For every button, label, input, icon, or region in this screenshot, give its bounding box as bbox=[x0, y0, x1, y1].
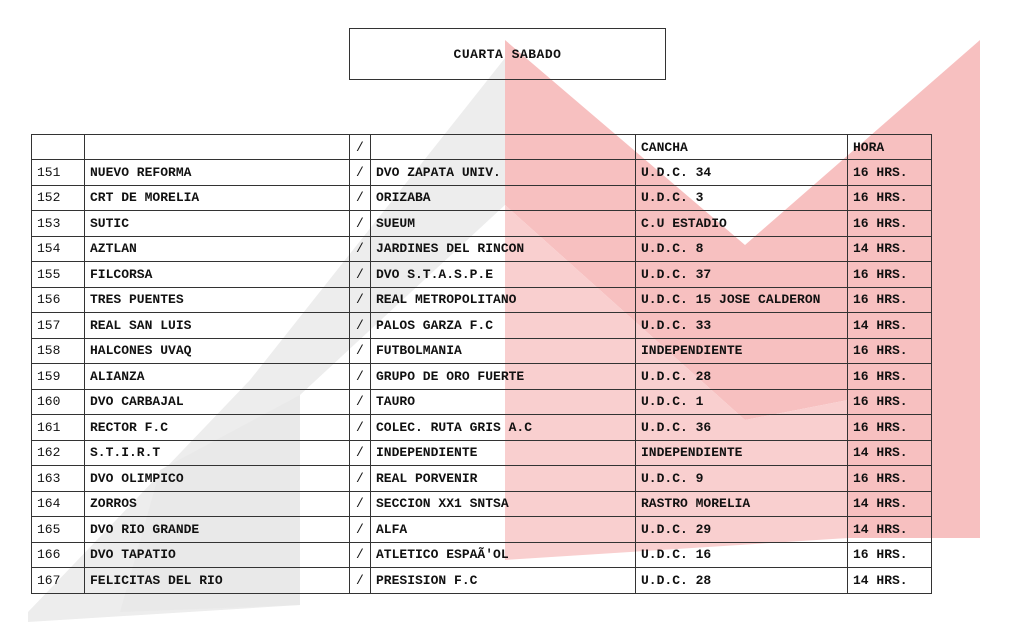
header-hour: HORA bbox=[848, 135, 932, 160]
match-hour: 16 HRS. bbox=[848, 338, 932, 364]
away-team: REAL METROPOLITANO bbox=[371, 287, 636, 313]
schedule-table bbox=[31, 134, 932, 594]
away-team: REAL PORVENIR bbox=[371, 466, 636, 492]
field-name: U.D.C. 16 bbox=[636, 542, 848, 568]
match-number: 155 bbox=[32, 262, 85, 288]
field-name: U.D.C. 1 bbox=[636, 389, 848, 415]
table-row bbox=[32, 542, 932, 568]
match-number: 166 bbox=[32, 542, 85, 568]
match-hour: 14 HRS. bbox=[848, 491, 932, 517]
home-team: DVO TAPATIO bbox=[85, 542, 350, 568]
separator: / bbox=[350, 389, 371, 415]
page-title: CUARTA SABADO bbox=[349, 28, 666, 80]
table-row bbox=[32, 236, 932, 262]
separator: / bbox=[350, 160, 371, 186]
table-row bbox=[32, 287, 932, 313]
match-number: 163 bbox=[32, 466, 85, 492]
table-row bbox=[32, 466, 932, 492]
field-name: U.D.C. 29 bbox=[636, 517, 848, 543]
match-hour: 14 HRS. bbox=[848, 517, 932, 543]
match-number: 165 bbox=[32, 517, 85, 543]
match-hour: 14 HRS. bbox=[848, 440, 932, 466]
header-home bbox=[85, 135, 350, 160]
away-team: COLEC. RUTA GRIS A.C bbox=[371, 415, 636, 441]
match-hour: 16 HRS. bbox=[848, 542, 932, 568]
field-name: U.D.C. 33 bbox=[636, 313, 848, 339]
match-number: 156 bbox=[32, 287, 85, 313]
away-team: FUTBOLMANIA bbox=[371, 338, 636, 364]
match-hour: 14 HRS. bbox=[848, 236, 932, 262]
match-number: 167 bbox=[32, 568, 85, 594]
header-separator: / bbox=[350, 135, 371, 160]
separator: / bbox=[350, 491, 371, 517]
away-team: ALFA bbox=[371, 517, 636, 543]
separator: / bbox=[350, 568, 371, 594]
match-number: 157 bbox=[32, 313, 85, 339]
home-team: AZTLAN bbox=[85, 236, 350, 262]
match-number: 160 bbox=[32, 389, 85, 415]
header-num bbox=[32, 135, 85, 160]
match-number: 151 bbox=[32, 160, 85, 186]
table-row bbox=[32, 338, 932, 364]
home-team: ZORROS bbox=[85, 491, 350, 517]
separator: / bbox=[350, 185, 371, 211]
away-team: TAURO bbox=[371, 389, 636, 415]
home-team: FILCORSA bbox=[85, 262, 350, 288]
home-team: DVO CARBAJAL bbox=[85, 389, 350, 415]
table-row bbox=[32, 517, 932, 543]
away-team: DVO S.T.A.S.P.E bbox=[371, 262, 636, 288]
separator: / bbox=[350, 517, 371, 543]
match-hour: 16 HRS. bbox=[848, 415, 932, 441]
separator: / bbox=[350, 287, 371, 313]
separator: / bbox=[350, 415, 371, 441]
separator: / bbox=[350, 364, 371, 390]
match-hour: 16 HRS. bbox=[848, 262, 932, 288]
home-team: DVO RIO GRANDE bbox=[85, 517, 350, 543]
field-name: C.U ESTADIO bbox=[636, 211, 848, 237]
table-row bbox=[32, 491, 932, 517]
table-header-row bbox=[32, 135, 932, 160]
field-name: U.D.C. 36 bbox=[636, 415, 848, 441]
field-name: U.D.C. 37 bbox=[636, 262, 848, 288]
field-name: U.D.C. 9 bbox=[636, 466, 848, 492]
match-hour: 14 HRS. bbox=[848, 313, 932, 339]
match-hour: 16 HRS. bbox=[848, 466, 932, 492]
away-team: ATLETICO ESPAÃ'OL bbox=[371, 542, 636, 568]
field-name: U.D.C. 8 bbox=[636, 236, 848, 262]
separator: / bbox=[350, 236, 371, 262]
away-team: SUEUM bbox=[371, 211, 636, 237]
match-number: 158 bbox=[32, 338, 85, 364]
away-team: DVO ZAPATA UNIV. bbox=[371, 160, 636, 186]
table-row bbox=[32, 364, 932, 390]
home-team: CRT DE MORELIA bbox=[85, 185, 350, 211]
home-team: S.T.I.R.T bbox=[85, 440, 350, 466]
away-team: PALOS GARZA F.C bbox=[371, 313, 636, 339]
field-name: U.D.C. 28 bbox=[636, 364, 848, 390]
table-row bbox=[32, 211, 932, 237]
match-hour: 16 HRS. bbox=[848, 364, 932, 390]
match-number: 162 bbox=[32, 440, 85, 466]
separator: / bbox=[350, 262, 371, 288]
field-name: INDEPENDIENTE bbox=[636, 338, 848, 364]
field-name: U.D.C. 3 bbox=[636, 185, 848, 211]
table-row bbox=[32, 415, 932, 441]
match-number: 152 bbox=[32, 185, 85, 211]
away-team: SECCION XX1 SNTSA bbox=[371, 491, 636, 517]
field-name: U.D.C. 34 bbox=[636, 160, 848, 186]
separator: / bbox=[350, 338, 371, 364]
away-team: PRESISION F.C bbox=[371, 568, 636, 594]
field-name: INDEPENDIENTE bbox=[636, 440, 848, 466]
home-team: DVO OLIMPICO bbox=[85, 466, 350, 492]
table-row bbox=[32, 262, 932, 288]
match-number: 159 bbox=[32, 364, 85, 390]
home-team: SUTIC bbox=[85, 211, 350, 237]
separator: / bbox=[350, 211, 371, 237]
match-number: 164 bbox=[32, 491, 85, 517]
table-row bbox=[32, 160, 932, 186]
match-hour: 14 HRS. bbox=[848, 568, 932, 594]
away-team: JARDINES DEL RINCON bbox=[371, 236, 636, 262]
home-team: NUEVO REFORMA bbox=[85, 160, 350, 186]
away-team: INDEPENDIENTE bbox=[371, 440, 636, 466]
header-field: CANCHA bbox=[636, 135, 848, 160]
table-row bbox=[32, 440, 932, 466]
match-number: 153 bbox=[32, 211, 85, 237]
away-team: GRUPO DE ORO FUERTE bbox=[371, 364, 636, 390]
field-name: RASTRO MORELIA bbox=[636, 491, 848, 517]
header-away bbox=[371, 135, 636, 160]
home-team: REAL SAN LUIS bbox=[85, 313, 350, 339]
table-row bbox=[32, 389, 932, 415]
away-team: ORIZABA bbox=[371, 185, 636, 211]
field-name: U.D.C. 28 bbox=[636, 568, 848, 594]
field-name: U.D.C. 15 JOSE CALDERON bbox=[636, 287, 848, 313]
match-hour: 16 HRS. bbox=[848, 287, 932, 313]
match-number: 161 bbox=[32, 415, 85, 441]
match-hour: 16 HRS. bbox=[848, 211, 932, 237]
match-hour: 16 HRS. bbox=[848, 185, 932, 211]
separator: / bbox=[350, 440, 371, 466]
match-number: 154 bbox=[32, 236, 85, 262]
table-row bbox=[32, 185, 932, 211]
match-hour: 16 HRS. bbox=[848, 389, 932, 415]
table-row bbox=[32, 568, 932, 594]
home-team: RECTOR F.C bbox=[85, 415, 350, 441]
table-row bbox=[32, 313, 932, 339]
home-team: ALIANZA bbox=[85, 364, 350, 390]
separator: / bbox=[350, 313, 371, 339]
separator: / bbox=[350, 466, 371, 492]
home-team: FELICITAS DEL RIO bbox=[85, 568, 350, 594]
match-hour: 16 HRS. bbox=[848, 160, 932, 186]
home-team: HALCONES UVAQ bbox=[85, 338, 350, 364]
home-team: TRES PUENTES bbox=[85, 287, 350, 313]
separator: / bbox=[350, 542, 371, 568]
